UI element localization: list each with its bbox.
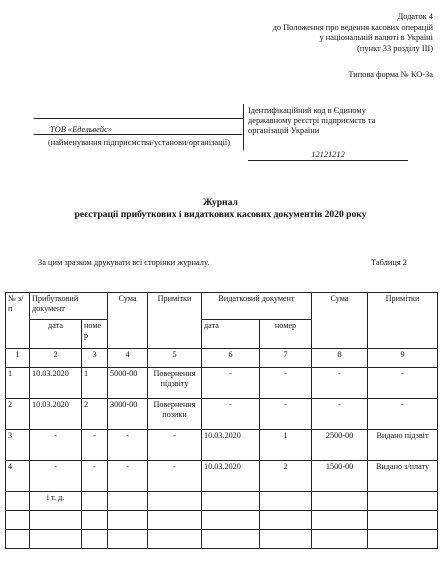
id-code: 12121212 — [248, 150, 408, 161]
journal-title — [0, 197, 441, 221]
table-row — [6, 530, 438, 549]
journal-title-line1: Журнал — [203, 197, 238, 208]
empty-cell — [82, 492, 108, 511]
header-notes: Примітки — [368, 293, 438, 349]
appendix-header — [273, 12, 433, 54]
table-row — [6, 399, 438, 430]
income-sum: - — [108, 430, 148, 461]
income-notes: - — [148, 430, 202, 461]
expense-sum: 1500-00 — [312, 461, 368, 492]
appendix-line: (пункт 33 розділу ІІІ) — [357, 43, 433, 53]
empty-cell — [148, 492, 202, 511]
income-number: 2 — [82, 399, 108, 430]
table-row — [6, 430, 438, 461]
register-table — [5, 292, 438, 549]
column-number: 6 — [202, 349, 260, 368]
form-type: Типова форма № КО-3а — [348, 70, 433, 79]
header-expense-doc: Видатковий документ — [202, 293, 312, 320]
empty-cell — [30, 511, 82, 530]
empty-cell — [202, 530, 260, 549]
table-row — [6, 492, 438, 511]
income-date: 10.03.2020 — [30, 399, 82, 430]
expense-notes: Видано з/плату — [368, 461, 438, 492]
row-num: 3 — [6, 430, 30, 461]
expense-date: 10.03.2020 — [202, 461, 260, 492]
column-number-row — [6, 349, 438, 368]
expense-sum: - — [312, 399, 368, 430]
empty-cell — [368, 530, 438, 549]
empty-cell — [148, 511, 202, 530]
blank-line — [34, 110, 244, 119]
id-label — [248, 106, 418, 136]
income-number: 1 — [82, 368, 108, 399]
column-number: 7 — [260, 349, 312, 368]
empty-cell — [108, 530, 148, 549]
expense-notes: - — [368, 368, 438, 399]
column-number: 8 — [312, 349, 368, 368]
column-number: 3 — [82, 349, 108, 368]
header-date: дата — [30, 320, 82, 349]
header-number: номер — [260, 320, 312, 349]
income-sum: 5000-00 — [108, 368, 148, 399]
expense-notes: - — [368, 399, 438, 430]
column-number: 2 — [30, 349, 82, 368]
header-notes: Примітки — [148, 293, 202, 349]
table-row — [6, 461, 438, 492]
id-label-line: організацій України — [248, 126, 320, 135]
income-sum: 3000-00 — [108, 399, 148, 430]
organization-caption: (найменування підприємства/установи/організації) — [47, 138, 231, 147]
table-number: Таблиця 2 — [371, 258, 407, 267]
appendix-title: Додаток 4 — [397, 12, 433, 21]
journal-title-line2: реєстрації прибуткових і видаткових касових документів 2020 року — [74, 209, 367, 220]
expense-sum: 2500-00 — [312, 430, 368, 461]
vertical-divider — [243, 104, 244, 150]
column-number: 5 — [148, 349, 202, 368]
appendix-line: у національній валюті в Україні — [319, 33, 433, 42]
empty-cell — [82, 530, 108, 549]
empty-cell — [368, 511, 438, 530]
expense-number: 2 — [260, 461, 312, 492]
expense-date: - — [202, 368, 260, 399]
empty-cell — [260, 511, 312, 530]
id-label-line: державному реєстрі підприємств та — [248, 116, 376, 125]
row-num: 1 — [6, 368, 30, 399]
header-number: номе р — [82, 320, 108, 349]
expense-date: 10.03.2020 — [202, 430, 260, 461]
income-date: 10.03.2020 — [30, 368, 82, 399]
income-date: - — [30, 461, 82, 492]
column-number: 4 — [108, 349, 148, 368]
empty-cell — [312, 511, 368, 530]
empty-cell — [312, 530, 368, 549]
header-income-doc: Прибутковий документ — [30, 293, 108, 320]
empty-cell — [312, 492, 368, 511]
empty-cell — [260, 492, 312, 511]
header-date: дата — [202, 320, 260, 349]
income-number: - — [82, 430, 108, 461]
expense-number: - — [260, 399, 312, 430]
table-row — [6, 511, 438, 530]
empty-cell — [6, 511, 30, 530]
expense-number: - — [260, 368, 312, 399]
table-row — [6, 368, 438, 399]
income-number: - — [82, 461, 108, 492]
expense-date: - — [202, 399, 260, 430]
expense-notes: Видано підзвіт — [368, 430, 438, 461]
empty-cell — [108, 511, 148, 530]
income-notes: - — [148, 461, 202, 492]
appendix-line: до Положення про ведення касових операцій — [272, 22, 433, 32]
id-label-line: Ідентифікаційний код в Єдиному — [248, 106, 366, 115]
header-sum: Сума — [108, 293, 148, 349]
expense-number: 1 — [260, 430, 312, 461]
empty-cell — [260, 530, 312, 549]
column-number: 9 — [368, 349, 438, 368]
income-date: - — [30, 430, 82, 461]
print-note: За цим зразком друкувати всі сторінки журналу. — [38, 258, 210, 267]
empty-cell — [148, 530, 202, 549]
income-notes: Повернення позики — [148, 399, 202, 430]
column-number: 1 — [6, 349, 30, 368]
expense-sum: - — [312, 368, 368, 399]
empty-cell — [30, 530, 82, 549]
row-num: 2 — [6, 399, 30, 430]
empty-cell — [6, 530, 30, 549]
income-sum: - — [108, 461, 148, 492]
organization-name: ТОВ «Едельвейс» — [34, 125, 242, 135]
etc-label: і т. д. — [30, 492, 82, 511]
income-notes: Повернення підзвіту — [148, 368, 202, 399]
header-sum: Сума — [312, 293, 368, 349]
empty-cell — [202, 492, 260, 511]
row-num: 4 — [6, 461, 30, 492]
header-num: № з/п — [6, 293, 30, 349]
organization-block — [34, 110, 244, 148]
empty-cell — [82, 511, 108, 530]
empty-cell — [6, 492, 30, 511]
empty-cell — [108, 492, 148, 511]
empty-cell — [202, 511, 260, 530]
empty-cell — [368, 492, 438, 511]
